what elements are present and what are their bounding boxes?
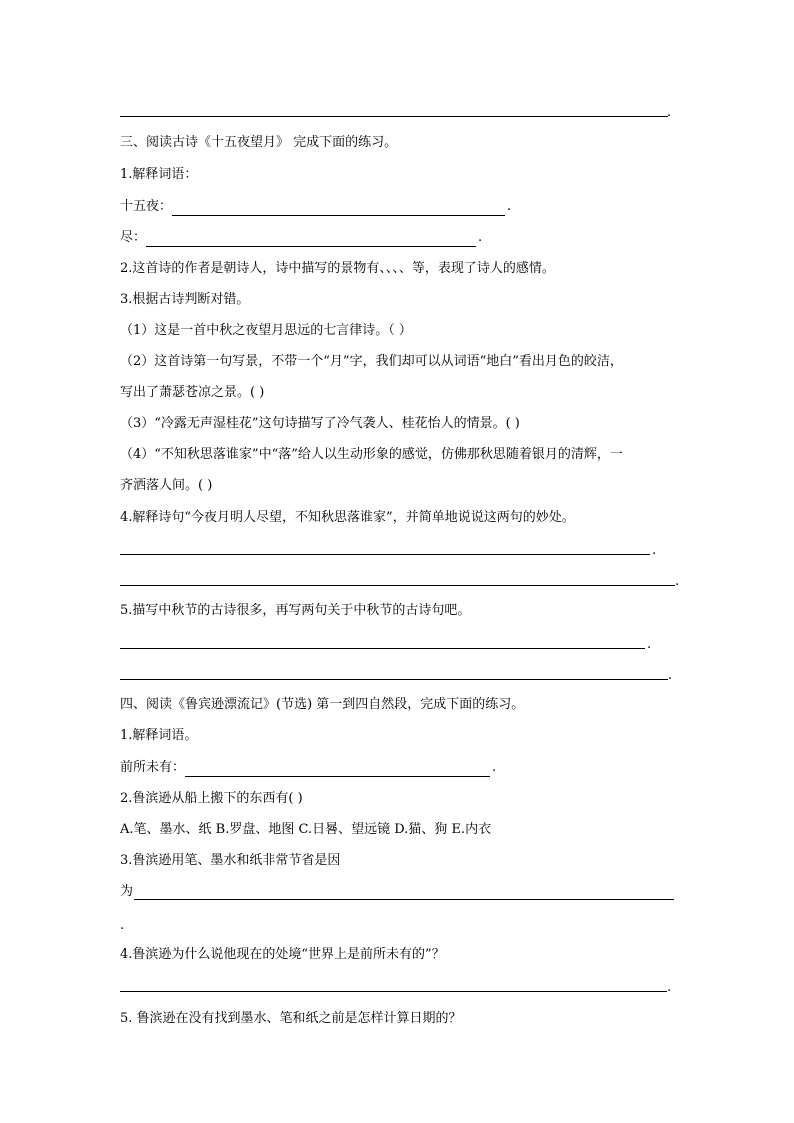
s3-term1-label: 十五夜： xyxy=(120,199,173,214)
line-end-period: . xyxy=(120,918,125,933)
s3-term2-label: 尽： xyxy=(120,230,147,245)
s3-q3: 3.根据古诗判断对错。 xyxy=(120,292,250,307)
s4-q1: 1.解释词语。 xyxy=(120,728,198,743)
answer-blank xyxy=(172,201,505,216)
s4-term1-row xyxy=(120,759,496,777)
s3-q3-1: （1）这是一首中秋之夜望月思远的七言律诗。（ ） xyxy=(120,323,412,338)
s4-q5: 5. 鲁滨逊在没有找到墨水、笔和纸之前是怎样计算日期的？ xyxy=(120,1011,462,1026)
answer-line xyxy=(120,554,650,555)
s3-q3-2b: 写出了萧瑟苍凉之景。( ) xyxy=(120,385,265,400)
s3-term1-row xyxy=(120,198,511,216)
s4-q2-options: A.笔、墨水、纸 B.罗盘、地图 C.日晷、望远镜 D.猫、狗 E.内衣 xyxy=(120,822,492,837)
section4-heading: 四、阅读《鲁宾逊漂流记》(节选) 第一到四自然段，完成下面的练习。 xyxy=(120,697,525,712)
s3-q3-4b: 齐洒落人间。( ) xyxy=(120,478,213,493)
line-end-period: . xyxy=(667,105,672,120)
s3-q1: 1.解释词语： xyxy=(120,167,198,182)
section3-heading: 三、阅读古诗《十五夜望月》 完成下面的练习。 xyxy=(120,135,398,150)
s3-term2-row xyxy=(120,229,482,247)
line-end-period: . xyxy=(647,637,652,652)
answer-line xyxy=(120,991,667,992)
s4-q3-b: 为 xyxy=(120,884,134,899)
line-end-period: . xyxy=(652,543,657,558)
answer-line xyxy=(120,648,645,649)
s3-term2-end: . xyxy=(478,230,483,245)
s4-q2: 2.鲁滨逊从船上搬下的东西有( ) xyxy=(120,791,303,806)
s3-term1-end: . xyxy=(507,199,512,214)
line-end-period: . xyxy=(675,574,680,589)
s4-q3: 3.鲁滨逊用笔、墨水和纸非常节省是因 xyxy=(120,853,341,868)
answer-line xyxy=(120,679,668,680)
line-end-period: . xyxy=(667,980,672,995)
s4-term1-end: . xyxy=(492,760,497,775)
s3-q5: 5.描写中秋节的古诗很多，再写两句关于中秋节的古诗句吧。 xyxy=(120,603,471,618)
s4-q4: 4.鲁滨逊为什么说他现在的处境“世界上是前所未有的”？ xyxy=(120,947,445,962)
s3-q2: 2.这首诗的作者是朝诗人，诗中描写的景物有、、、、等，表现了诗人的感情。 xyxy=(120,261,555,276)
answer-line xyxy=(120,585,675,586)
s3-q3-3: （3）“冷露无声湿桂花”这句诗描写了冷气袭人、桂花怡人的情景。( ) xyxy=(120,416,520,431)
answer-blank xyxy=(185,762,490,777)
answer-line xyxy=(120,116,668,117)
s4-term1-label: 前所未有： xyxy=(120,760,186,775)
s3-q3-4a: （4）“不知秋思落谁家”中“落”给人以生动形象的感觉，仿佛那秋思随着银月的清辉，一 xyxy=(120,447,623,462)
line-end-period: . xyxy=(668,668,673,683)
answer-line xyxy=(134,899,674,900)
s3-q3-2a: （2）这首诗第一句写景，不带一个“月”字，我们却可以从词语“地白”看出月色的皎洁， xyxy=(120,354,623,369)
answer-blank xyxy=(146,232,476,247)
s3-q4: 4.解释诗句“今夜月明人尽望，不知秋思落谁家”，并简单地说说这两句的妙处。 xyxy=(120,510,575,525)
